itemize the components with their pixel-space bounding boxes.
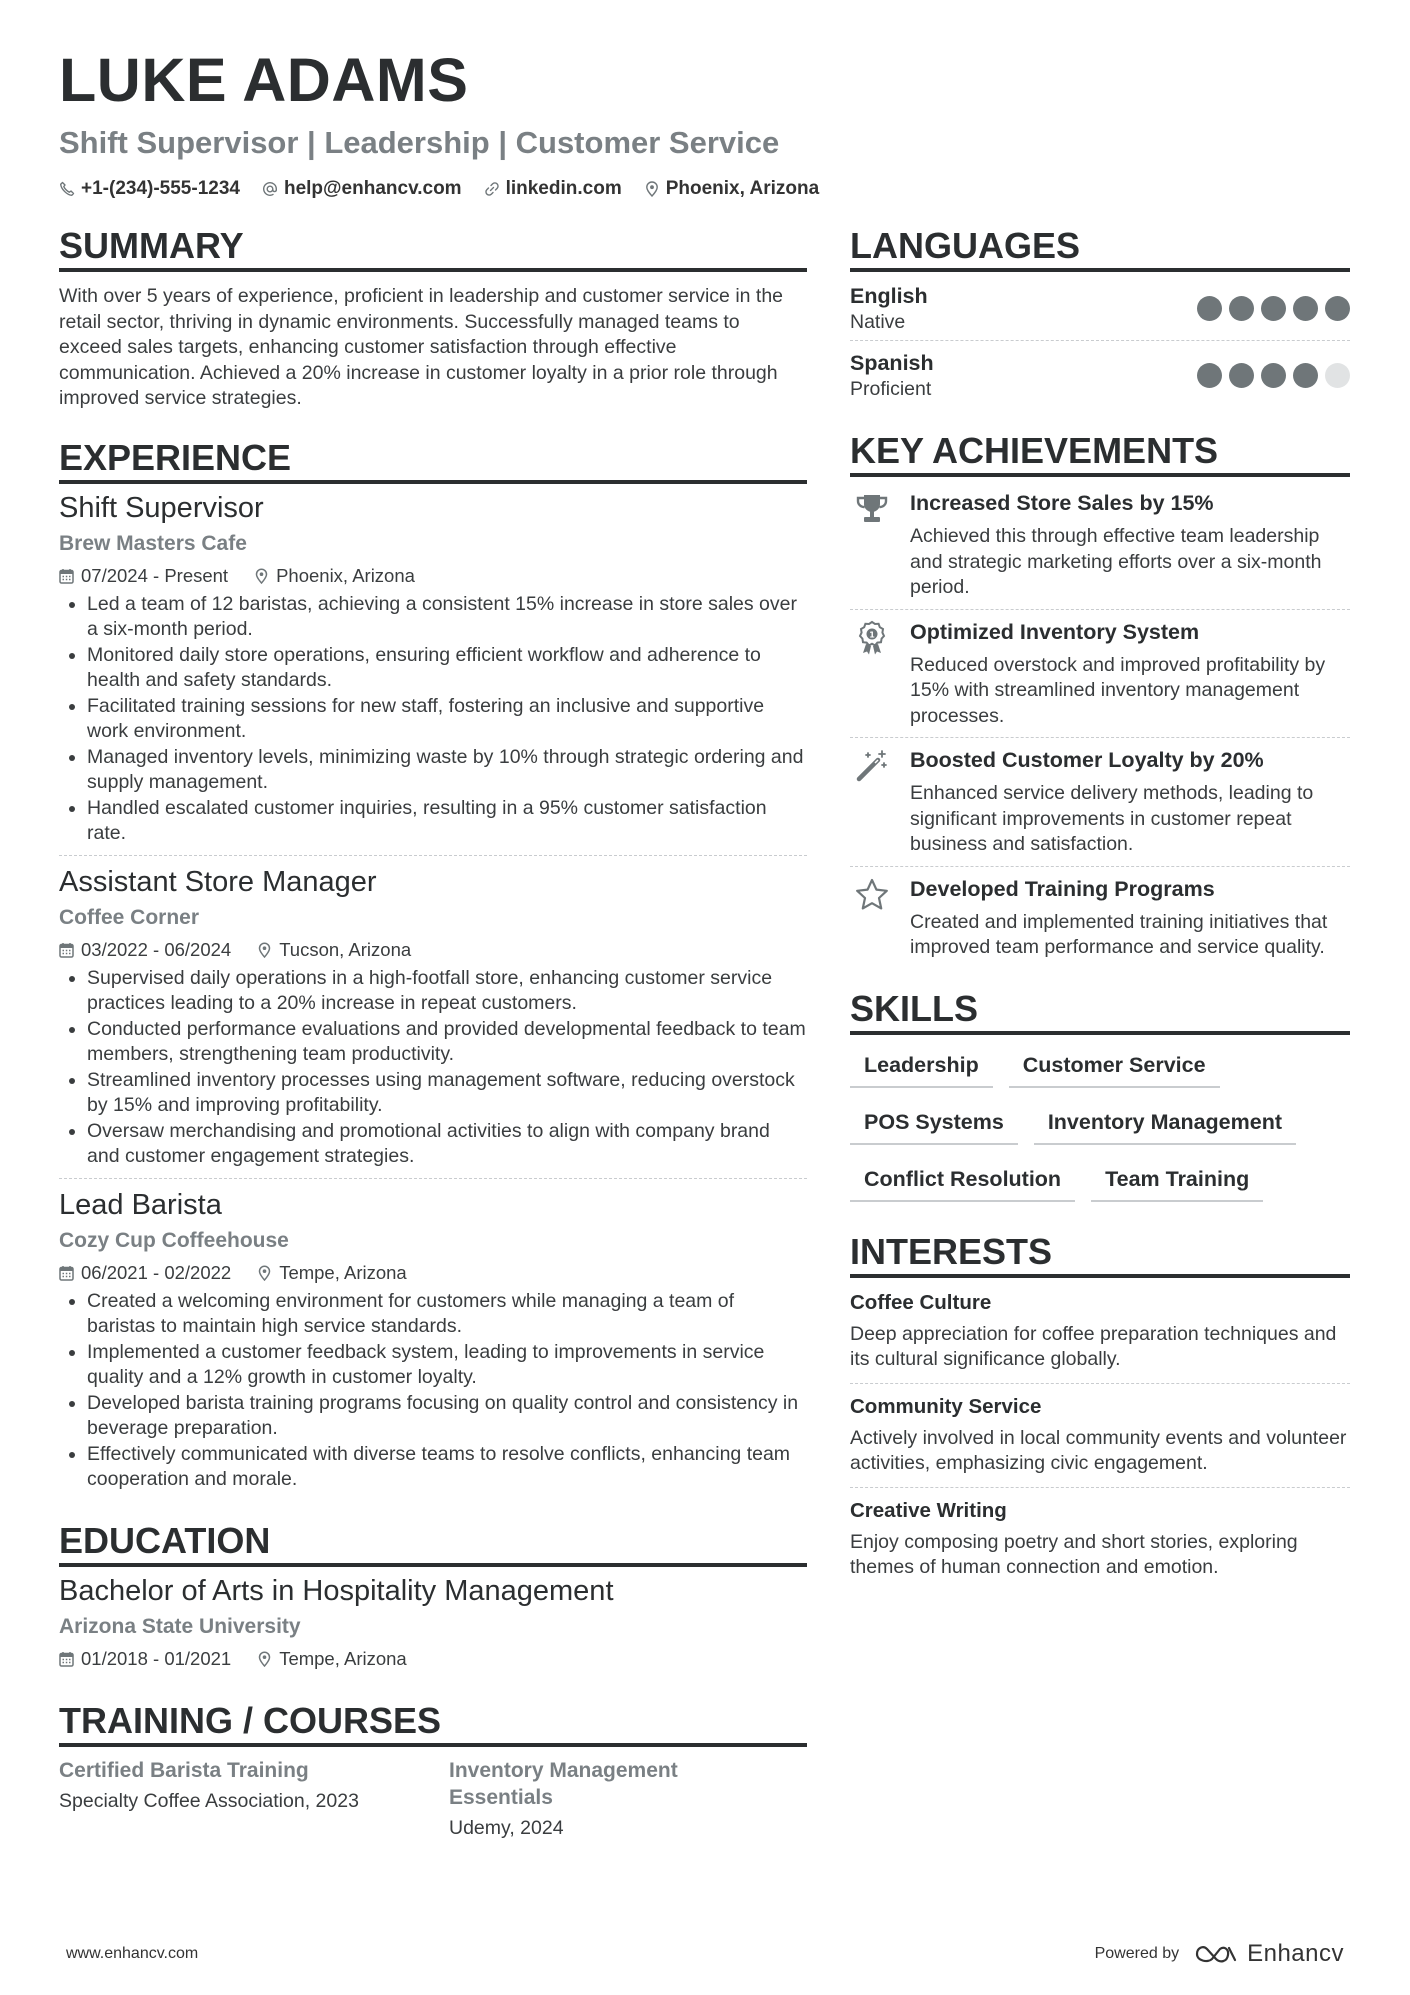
- achievement-item: [850, 737, 1350, 866]
- calendar-icon: [59, 1651, 74, 1667]
- calendar-icon: [59, 942, 74, 958]
- language-list: [850, 278, 1350, 407]
- school-name: Arizona State University: [59, 1614, 301, 1638]
- right-column: [850, 226, 1350, 1841]
- language-level: Proficient: [850, 378, 932, 400]
- linkedin-text: linkedin.com: [505, 178, 622, 199]
- at-sign-icon: [262, 181, 278, 197]
- contact-linkedin: [484, 178, 622, 200]
- location-pin-icon: [644, 181, 660, 197]
- job-bullet: • Oversaw merchandising and promotional activities to align with company brand and customer engagement strategies.: [87, 1119, 807, 1170]
- job-location: [257, 1261, 407, 1285]
- contact-phone: [59, 178, 240, 200]
- languages-heading: LANGUAGES: [850, 226, 1350, 272]
- phone-icon: [59, 181, 75, 197]
- course-provider: Udemy, 2024: [449, 1816, 564, 1839]
- company-name: Brew Masters Cafe: [59, 531, 247, 555]
- rating-dot-filled: [1197, 363, 1222, 388]
- language-info: [850, 349, 934, 401]
- skill-tag: Leadership: [850, 1049, 993, 1088]
- achievement-description: Reduced overstock and improved profitability by 15% with streamlined inventory management processes.: [910, 653, 1326, 727]
- rating-dot-filled: [1261, 296, 1286, 321]
- candidate-name: LUKE ADAMS: [59, 46, 469, 114]
- job-location-text: Phoenix, Arizona: [276, 564, 415, 586]
- job-dates-text: 07/2024 - Present: [81, 564, 229, 586]
- rating-dot-filled: [1261, 363, 1286, 388]
- job-bullet: • Streamlined inventory processes using management software, reducing overstock by 15% and improving profitability.: [87, 1068, 807, 1119]
- education-section: [59, 1521, 807, 1671]
- achievement-description: Achieved this through effective team leadership and strategic marketing efforts over a six-month period.: [910, 525, 1322, 598]
- rating-dot-filled: [1197, 296, 1222, 321]
- rating-dot-filled: [1325, 296, 1350, 321]
- summary-heading: SUMMARY: [59, 226, 807, 272]
- achievement-list: [850, 481, 1350, 969]
- left-column: [59, 226, 807, 1841]
- interest-title: Creative Writing: [850, 1498, 1007, 1522]
- job-bullet: • Facilitated training sessions for new staff, fostering an inclusive and supportive work environment.: [87, 694, 807, 745]
- interest-item: [850, 1383, 1350, 1487]
- page-footer: [66, 1940, 1344, 1968]
- interests-heading: INTERESTS: [850, 1232, 1350, 1278]
- course-provider: Specialty Coffee Association, 2023: [59, 1789, 359, 1812]
- language-item: [850, 278, 1350, 340]
- location-text: Phoenix, Arizona: [665, 178, 820, 199]
- contact-location: [644, 178, 819, 200]
- calendar-icon: [59, 1265, 74, 1281]
- job-title: Assistant Store Manager: [59, 865, 377, 898]
- skills-heading: SKILLS: [850, 989, 1350, 1035]
- languages-section: [850, 226, 1350, 407]
- calendar-icon: [59, 568, 74, 584]
- achievement-title: Developed Training Programs: [910, 876, 1215, 901]
- job-bullet: • Developed barista training programs focusing on quality control and consistency in beverage preparation.: [87, 1391, 807, 1442]
- job-entry: [59, 490, 807, 855]
- training-section: [59, 1701, 807, 1841]
- powered-by-label: Powered by: [1094, 1945, 1180, 1962]
- job-meta: [59, 938, 807, 962]
- job-title: Shift Supervisor: [59, 491, 264, 524]
- training-heading: TRAINING / COURSES: [59, 1701, 807, 1747]
- achievement-description: Enhanced service delivery methods, leading to significant improvements in customer repeat business and satisfaction.: [910, 782, 1314, 855]
- job-meta: [59, 564, 807, 588]
- skill-tag: Customer Service: [1009, 1049, 1220, 1088]
- job-location: [257, 938, 411, 962]
- skills-section: [850, 989, 1350, 1202]
- achievement-title: Increased Store Sales by 15%: [910, 491, 1214, 515]
- job-bullet: • Implemented a customer feedback system, leading to improvements in service quality and a 12% growth in customer loyalty.: [87, 1340, 807, 1391]
- language-item: [850, 340, 1350, 407]
- footer-website[interactable]: www.enhancv.com: [66, 1945, 199, 1962]
- job-location-text: Tucson, Arizona: [279, 938, 412, 960]
- job-list: [59, 490, 807, 1501]
- rating-dot-filled: [1229, 296, 1254, 321]
- company-name: Coffee Corner: [59, 905, 200, 929]
- candidate-tagline: Shift Supervisor | Leadership | Customer Service: [59, 125, 780, 160]
- education-location-text: Tempe, Arizona: [279, 1647, 407, 1669]
- contact-bar: [59, 178, 1350, 200]
- achievement-item: [850, 481, 1350, 609]
- contact-email: [262, 178, 462, 200]
- job-dates: [59, 1261, 231, 1285]
- location-pin-icon: [257, 1651, 272, 1667]
- job-dates: [59, 564, 228, 588]
- job-entry: [59, 1178, 807, 1501]
- job-bullet-list: [59, 1289, 807, 1493]
- location-pin-icon: [254, 568, 269, 584]
- course-list: [59, 1757, 807, 1841]
- interest-title: Coffee Culture: [850, 1290, 992, 1314]
- job-location-text: Tempe, Arizona: [279, 1261, 407, 1283]
- skill-tag: Team Training: [1091, 1163, 1263, 1202]
- skill-list: [850, 1047, 1350, 1202]
- job-bullet: • Created a welcoming environment for customers while managing a team of baristas to maintain high service standards.: [87, 1289, 807, 1340]
- job-bullet: • Led a team of 12 baristas, achieving a consistent 15% increase in store sales over a six-month period.: [87, 592, 807, 643]
- job-dates-text: 06/2021 - 02/2022: [81, 1261, 232, 1283]
- job-meta: [59, 1261, 807, 1285]
- achievement-item: [850, 609, 1350, 738]
- course-item: [59, 1757, 449, 1841]
- achievement-body: [910, 489, 1350, 601]
- experience-heading: EXPERIENCE: [59, 438, 807, 484]
- language-name: Spanish: [850, 351, 934, 375]
- course-title: Certified Barista Training: [59, 1758, 309, 1782]
- location-pin-icon: [257, 942, 272, 958]
- skill-tag: Conflict Resolution: [850, 1163, 1075, 1202]
- language-rating: [1197, 363, 1350, 388]
- magic-wand-icon: [854, 748, 890, 784]
- svg-text:1: 1: [869, 630, 875, 639]
- interest-item: [850, 1487, 1350, 1591]
- enhancv-logo-icon: [1193, 1942, 1239, 1966]
- course-item: [449, 1757, 709, 1841]
- link-icon: [484, 181, 500, 197]
- footer-brand: [1095, 1940, 1344, 1968]
- interest-list: [850, 1286, 1350, 1591]
- achievement-icon-wrap: [850, 746, 894, 858]
- language-info: [850, 282, 928, 334]
- job-dates: [59, 938, 231, 962]
- job-dates-text: 03/2022 - 06/2024: [81, 938, 232, 960]
- achievement-title: Boosted Customer Loyalty by 20%: [910, 748, 1264, 772]
- job-bullet: • Supervised daily operations in a high-footfall store, enhancing customer service practices leading to a 20% increase in repeat customers.: [87, 966, 807, 1017]
- skill-tag: Inventory Management: [1034, 1106, 1296, 1145]
- achievement-body: [910, 746, 1350, 858]
- brand-name-text: Enhancv: [1247, 1940, 1344, 1967]
- job-bullet: • Effectively communicated with diverse teams to resolve conflicts, enhancing team cooperation and morale.: [87, 1442, 807, 1493]
- two-column-layout: [59, 226, 1350, 1841]
- interest-title: Community Service: [850, 1394, 1042, 1418]
- achievement-icon-wrap: [850, 618, 894, 730]
- rating-dot-filled: [1293, 296, 1318, 321]
- rating-dot-empty: [1325, 363, 1350, 388]
- course-title: Inventory Management Essentials: [449, 1758, 678, 1809]
- achievement-description: Created and implemented training initiatives that improved team performance and service quality.: [910, 910, 1328, 958]
- star-icon: [854, 877, 890, 913]
- interest-description: Actively involved in local community events and volunteer activities, emphasizing civic engagement.: [850, 1426, 1347, 1474]
- achievement-title: Optimized Inventory System: [910, 619, 1200, 644]
- education-dates-text: 01/2018 - 01/2021: [81, 1647, 232, 1669]
- interest-item: [850, 1286, 1350, 1383]
- language-name: English: [850, 284, 928, 308]
- interest-description: Enjoy composing poetry and short stories, exploring themes of human connection and emotion.: [850, 1530, 1298, 1578]
- education-dates: [59, 1647, 231, 1671]
- achievements-heading: KEY ACHIEVEMENTS: [850, 431, 1350, 477]
- company-name: Cozy Cup Coffeehouse: [59, 1228, 289, 1252]
- language-level: Native: [850, 311, 906, 333]
- brand-logo[interactable]: [1193, 1940, 1344, 1968]
- award-medal-icon: [854, 620, 890, 656]
- job-bullet-list: [59, 966, 807, 1170]
- achievement-body: [910, 875, 1350, 961]
- job-bullet-list: [59, 592, 807, 847]
- job-bullet: • Monitored daily store operations, ensuring efficient workflow and adherence to health and safety standards.: [87, 643, 807, 694]
- interests-section: [850, 1232, 1350, 1591]
- skill-tag: POS Systems: [850, 1106, 1018, 1145]
- phone-text: +1-(234)-555-1234: [81, 178, 240, 199]
- job-title: Lead Barista: [59, 1188, 222, 1221]
- achievement-icon-wrap: [850, 875, 894, 961]
- rating-dot-filled: [1229, 363, 1254, 388]
- education-heading: EDUCATION: [59, 1521, 807, 1567]
- language-rating: [1197, 296, 1350, 321]
- experience-section: [59, 438, 807, 1501]
- achievement-item: [850, 866, 1350, 969]
- interest-description: Deep appreciation for coffee preparation techniques and its cultural significance globally.: [850, 1322, 1337, 1370]
- job-bullet: • Managed inventory levels, minimizing waste by 10% through strategic ordering and supply management.: [87, 745, 807, 796]
- summary-text: With over 5 years of experience, proficient in leadership and customer service in the retail sector, thriving in dynamic environments. Successfully managed teams to exceed sales targets, enhancing customer satisfaction through effective communication. Achieved a 20% increase in customer loyalty in a prior role through improved service strategies.: [59, 285, 784, 409]
- achievements-section: [850, 431, 1350, 969]
- job-bullet: • Handled escalated customer inquiries, resulting in a 95% customer satisfaction rate.: [87, 796, 807, 847]
- location-pin-icon: [257, 1265, 272, 1281]
- education-location: [257, 1647, 407, 1671]
- education-meta: [59, 1647, 807, 1671]
- achievement-icon-wrap: [850, 489, 894, 601]
- job-bullet: • Conducted performance evaluations and provided developmental feedback to team members, strengthening team productivity.: [87, 1017, 807, 1068]
- degree-title: Bachelor of Arts in Hospitality Management: [59, 1574, 614, 1607]
- email-text: help@enhancv.com: [283, 178, 462, 199]
- summary-section: [59, 226, 807, 412]
- rating-dot-filled: [1293, 363, 1318, 388]
- job-entry: [59, 855, 807, 1178]
- job-location: [254, 564, 415, 588]
- achievement-body: [910, 618, 1350, 730]
- trophy-icon: [854, 491, 890, 527]
